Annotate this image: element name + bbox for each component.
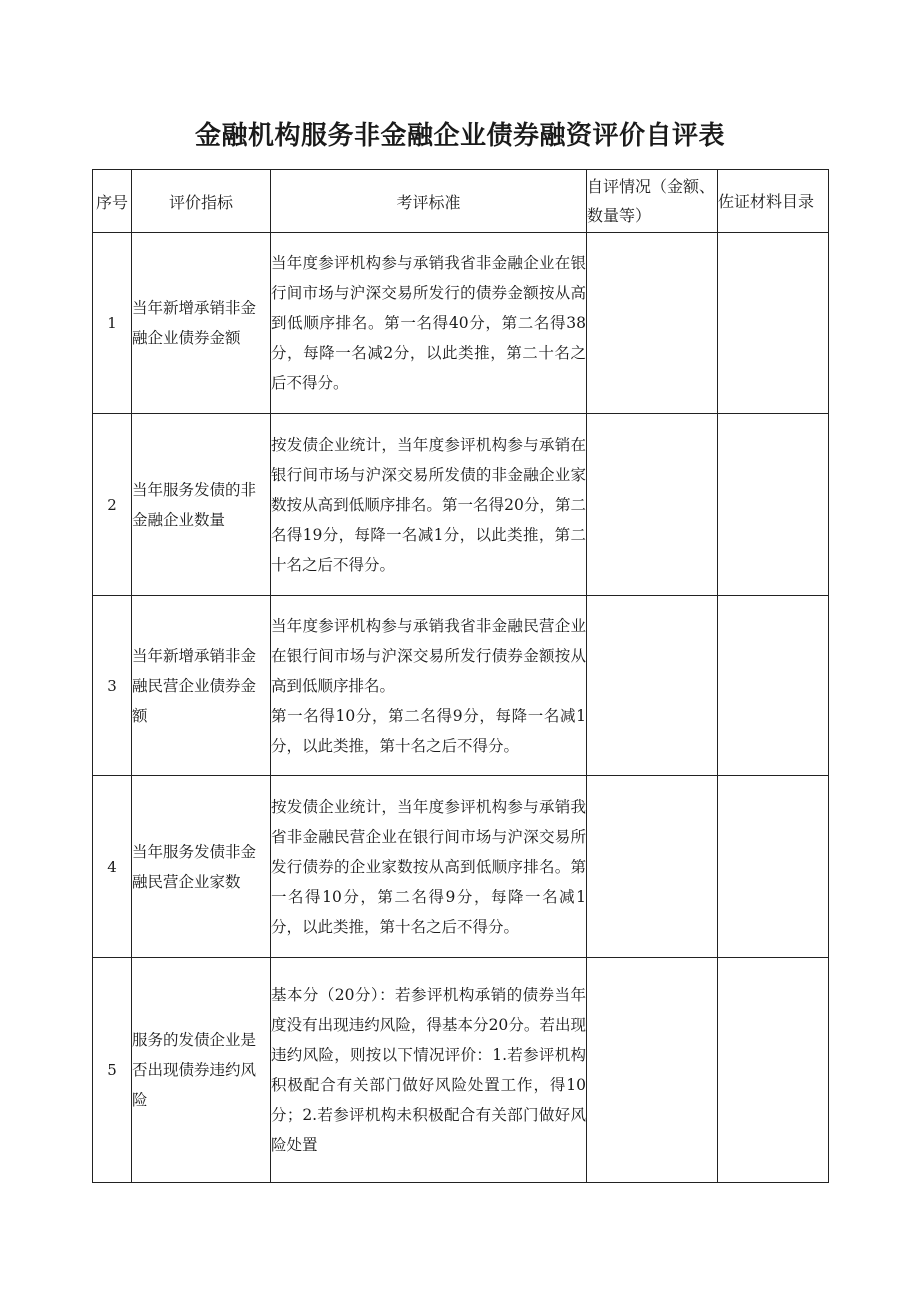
row-standard: 按发债企业统计，当年度参评机构参与承销在银行间市场与沪深交易所发债的非金融企业家数按从高到低顺序排名。第一名得20分，第二名得19分，每降一名减1分，以此类推，第二十名之后不得分。 [271,414,587,596]
materials-cell[interactable] [718,233,829,414]
row-indicator: 当年服务发债的非金融企业数量 [132,414,271,596]
materials-cell[interactable] [718,776,829,958]
header-materials: 佐证材料目录 [718,170,829,233]
table-row [93,414,829,596]
header-indicator: 评价指标 [132,170,271,233]
header-standard: 考评标准 [271,170,587,233]
self-evaluation-cell[interactable] [587,958,718,1183]
row-seq: 3 [93,596,132,776]
row-standard: 当年度参评机构参与承销我省非金融企业在银行间市场与沪深交易所发行的债券金额按从高到低顺序排名。第一名得40分，第二名得38分，每降一名减2分，以此类推，第二十名之后不得分。 [271,233,587,414]
self-evaluation-cell[interactable] [587,776,718,958]
row-standard: 基本分（20分）：若参评机构承销的债券当年度没有出现违约风险，得基本分20分。若出现违约风险，则按以下情况评价：1.若参评机构积极配合有关部门做好风险处置工作，得10分；2.若参评机构未积极配合有关部门做好风险处置 [271,958,587,1183]
materials-cell[interactable] [718,596,829,776]
table-row [93,233,829,414]
row-indicator: 当年新增承销非金融企业债券金额 [132,233,271,414]
self-evaluation-cell[interactable] [587,233,718,414]
row-seq: 5 [93,958,132,1183]
row-seq: 4 [93,776,132,958]
standard-part-1: 当年度参评机构参与承销我省非金融民营企业在银行间市场与沪深交易所发行债券金额按从高到低顺序排名。 [271,616,586,695]
row-seq: 1 [93,233,132,414]
evaluation-table [92,169,829,1183]
row-seq: 2 [93,414,132,596]
self-evaluation-cell[interactable] [587,596,718,776]
materials-cell[interactable] [718,414,829,596]
row-standard: 按发债企业统计，当年度参评机构参与承销我省非金融民营企业在银行间市场与沪深交易所发行债券的企业家数按从高到低顺序排名。第一名得10分，第二名得9分，每降一名减1分，以此类推，第十名之后不得分。 [271,776,587,958]
table-row [93,596,829,776]
table-header-row [93,170,829,233]
table-row [93,776,829,958]
self-evaluation-cell[interactable] [587,414,718,596]
row-standard [271,596,587,776]
row-indicator: 当年新增承销非金融民营企业债券金额 [132,596,271,776]
table-row [93,958,829,1183]
header-self-evaluation: 自评情况（金额、数量等） [587,170,718,233]
row-indicator: 当年服务发债非金融民营企业家数 [132,776,271,958]
standard-part-2: 第一名得10分，第二名得9分，每降一名减1分，以此类推，第十名之后不得分。 [271,706,586,755]
row-indicator: 服务的发债企业是否出现债券违约风险 [132,958,271,1183]
page-title: 金融机构服务非金融企业债券融资评价自评表 [194,121,725,151]
header-seq: 序号 [93,170,132,233]
materials-cell[interactable] [718,958,829,1183]
